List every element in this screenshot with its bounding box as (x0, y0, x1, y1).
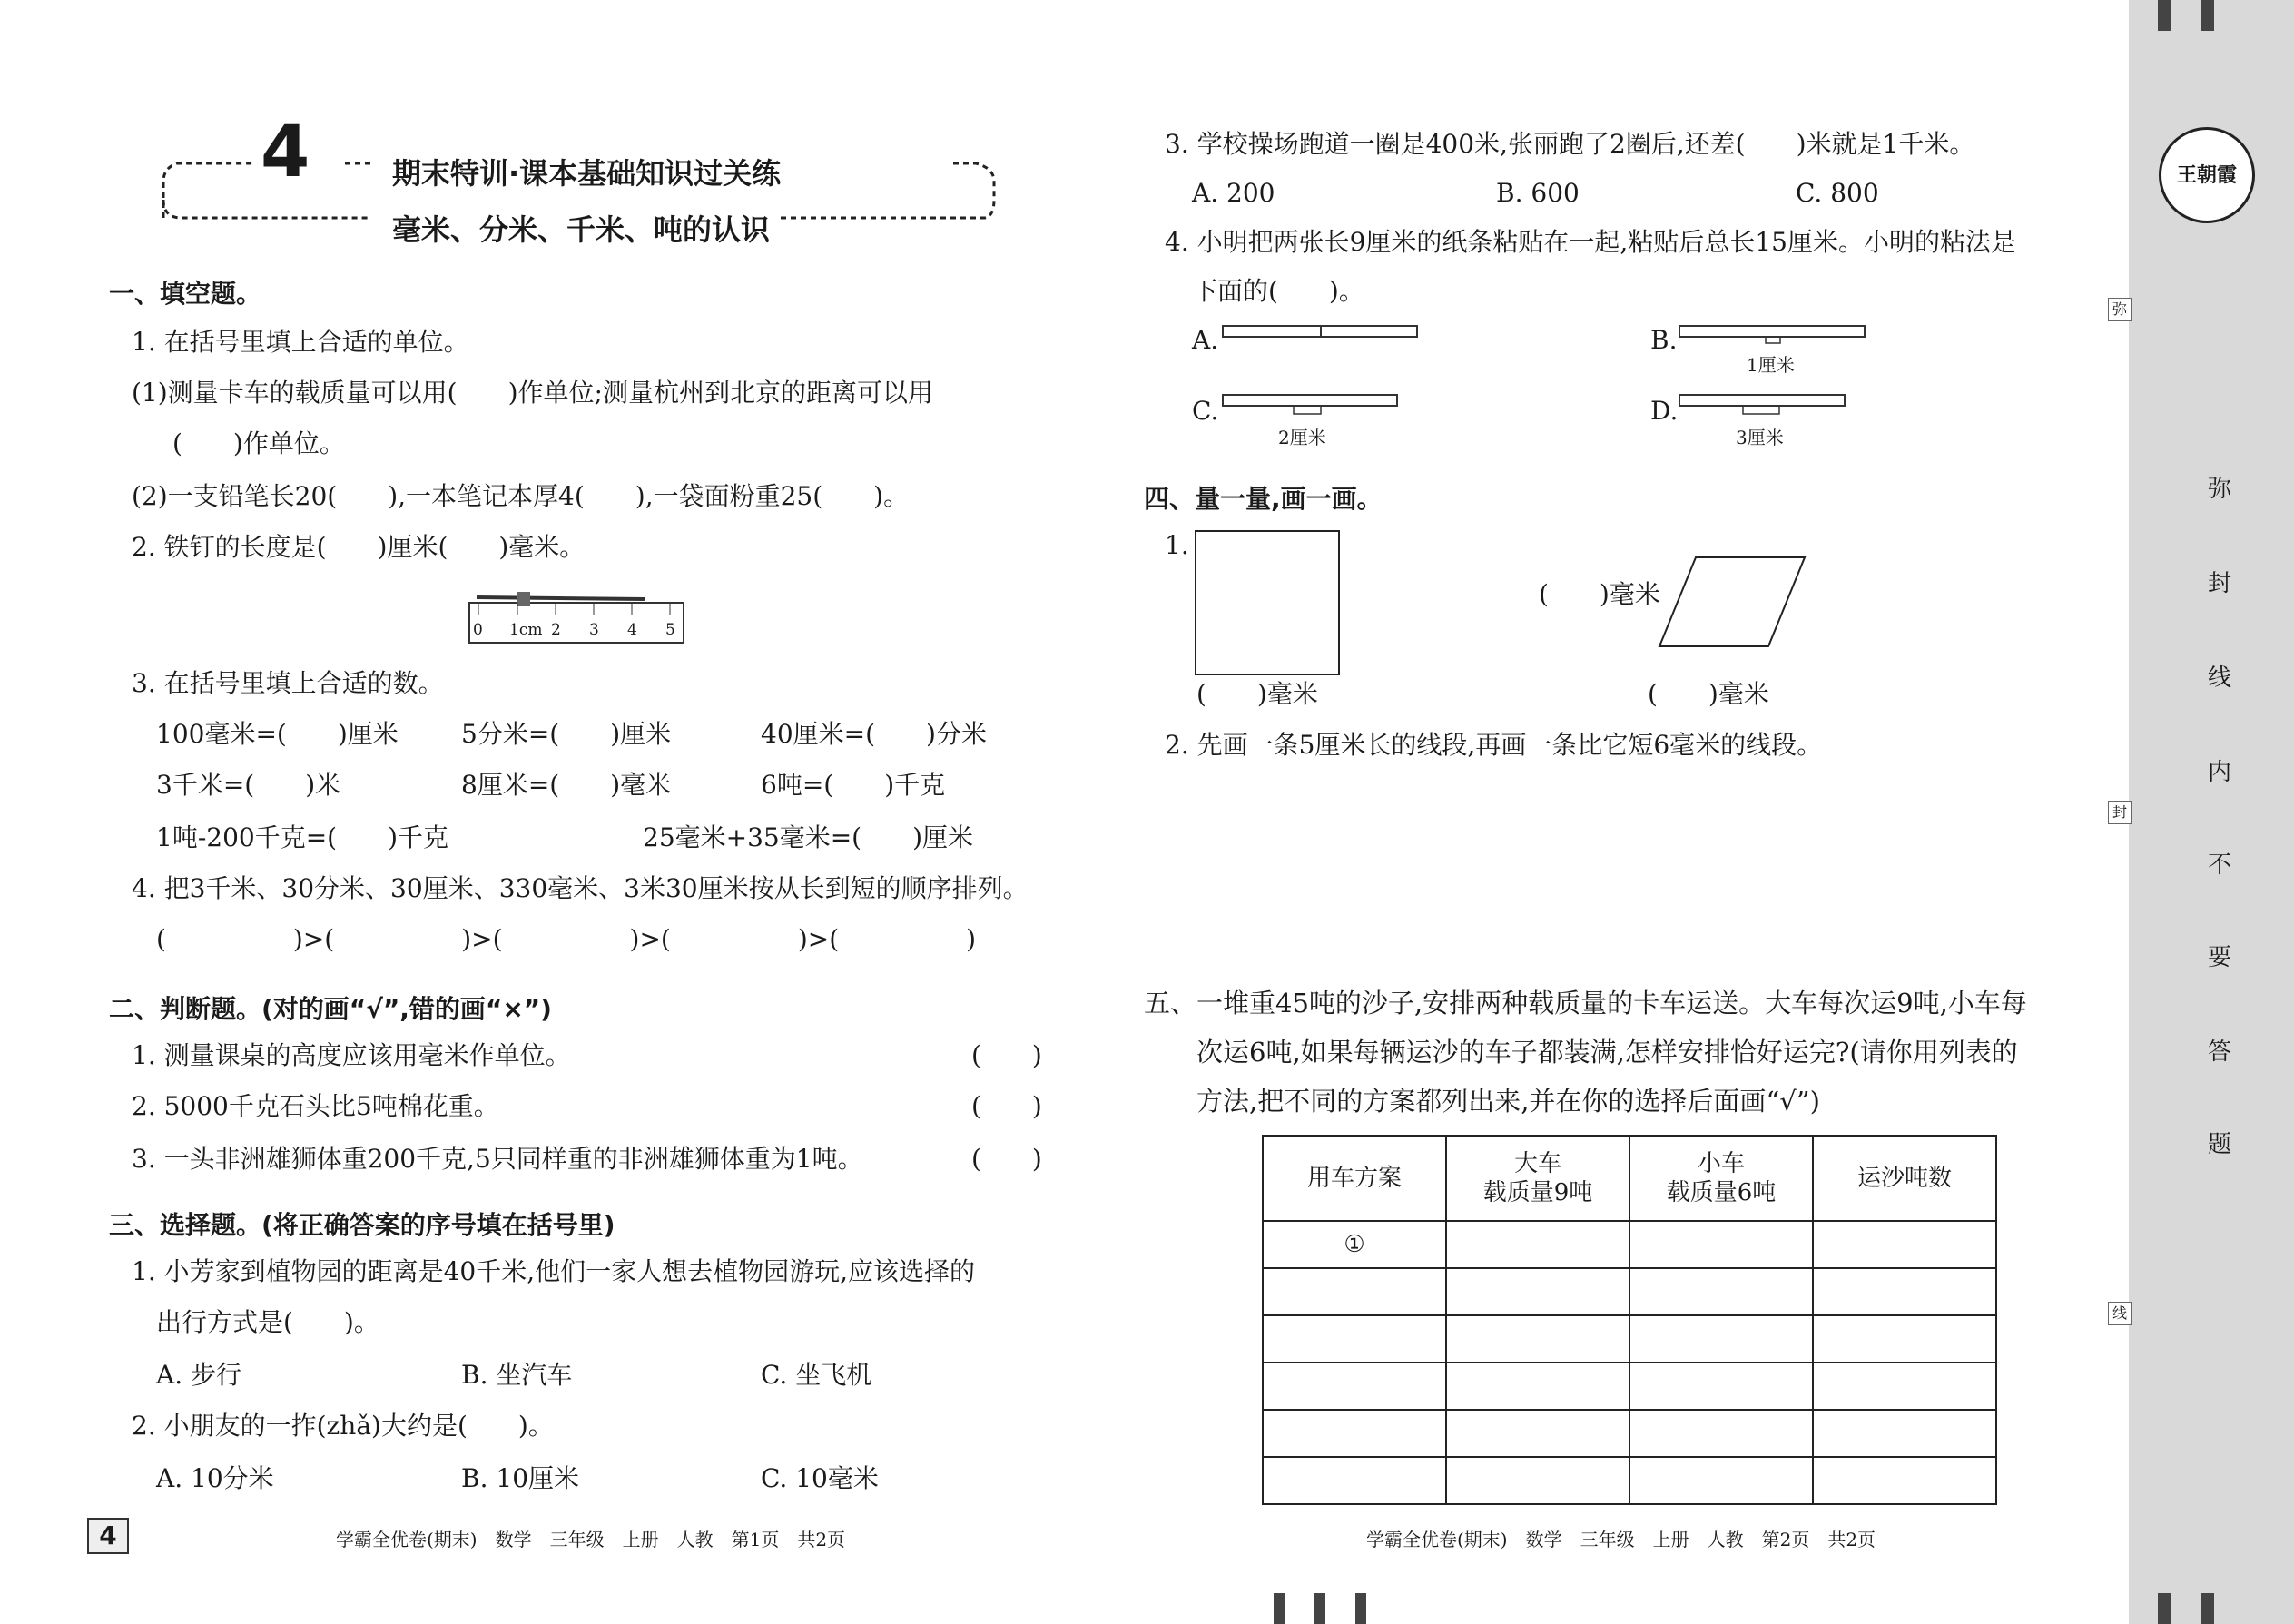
option: B. 600 (1496, 178, 1580, 208)
seal-char: 内 (2208, 759, 2232, 786)
table-cell[interactable] (1629, 1221, 1813, 1268)
judge-paren: ( ) (971, 1144, 1042, 1174)
choice-q4-line2: 下面的( )。 (1192, 276, 1364, 306)
table-cell[interactable] (1263, 1457, 1446, 1504)
draw-q2: 2. 先画一条5厘米长的线段,再画一条比它短6毫米的线段。 (1165, 730, 1823, 760)
section-1-title: 一、填空题。 (109, 279, 262, 309)
table-cell[interactable] (1813, 1315, 1996, 1363)
table-cell[interactable] (1629, 1315, 1813, 1363)
table-cell[interactable] (1446, 1457, 1629, 1504)
option: A. (1192, 325, 1219, 355)
table-cell: ① (1263, 1221, 1446, 1268)
option: D. (1650, 396, 1679, 426)
option: A. 步行 (156, 1360, 242, 1390)
conversion-item: 3千米=( )米 (156, 770, 341, 800)
ruler-label: 3 (589, 621, 599, 639)
table-cell[interactable] (1263, 1363, 1446, 1410)
footer-left: 学霸全优卷(期末) 数学 三年级 上册 人教 第1页 共2页 (336, 1529, 846, 1550)
table-row (1263, 1457, 1996, 1504)
binding-mark (2158, 0, 2171, 31)
table-cell[interactable] (1629, 1410, 1813, 1457)
table-header-row (1263, 1136, 1996, 1221)
parallelogram-mm-blank: ( )毫米 (1648, 679, 1769, 709)
brand-logo: 王朝霞 (2159, 127, 2255, 223)
strip-label: 1厘米 (1747, 354, 1795, 376)
judge-paren: ( ) (971, 1040, 1042, 1070)
binding-mark (2201, 0, 2214, 31)
strip-label: 2厘米 (1278, 427, 1326, 448)
binding-mark (2158, 1593, 2171, 1624)
ruler-figure (468, 588, 690, 645)
parallelogram-side-blank: ( )毫米 (1539, 579, 1660, 609)
table-header-cell: 小车 载质量6吨 (1629, 1136, 1813, 1221)
square-mm-blank: ( )毫米 (1196, 679, 1318, 709)
binding-mark (2201, 1593, 2214, 1624)
choice-q4-line1: 4. 小明把两张长9厘米的纸条粘贴在一起,粘贴后总长15厘米。小明的粘法是 (1165, 227, 2016, 257)
q1-text: 1. 在括号里填上合适的单位。 (132, 327, 469, 357)
seal-char: 封 (2208, 570, 2232, 597)
option: C. (1192, 396, 1219, 426)
strip-figure-d (1678, 392, 1850, 421)
table-cell[interactable] (1263, 1268, 1446, 1315)
table-cell[interactable] (1813, 1268, 1996, 1315)
table-header-cell: 大车 载质量9吨 (1446, 1136, 1629, 1221)
section-2-title: 二、判断题。(对的画“√”,错的画“×”) (109, 994, 552, 1024)
q1-1-line2: ( )作单位。 (172, 428, 345, 458)
choice-q3: 3. 学校操场跑道一圈是400米,张丽跑了2圈后,还差( )米就是1千米。 (1165, 129, 1975, 159)
option: B. (1650, 325, 1678, 355)
table-cell[interactable] (1446, 1410, 1629, 1457)
conversion-item: 6吨=( )千克 (761, 770, 946, 800)
strip-figure-c (1221, 392, 1403, 421)
judge-paren: ( ) (971, 1091, 1042, 1121)
seal-char: 线 (2208, 664, 2232, 692)
q2-text: 2. 铁钉的长度是( )厘米( )毫米。 (132, 532, 586, 562)
table-cell[interactable] (1629, 1268, 1813, 1315)
parallelogram-figure (1652, 556, 1816, 650)
conversion-item: 8厘米=( )毫米 (461, 770, 672, 800)
q4-order-blank: ( )>( )>( )>( )>( ) (156, 924, 977, 954)
square-figure (1195, 530, 1340, 675)
table-row (1263, 1410, 1996, 1457)
table-cell[interactable] (1446, 1221, 1629, 1268)
table-header-cell: 运沙吨数 (1813, 1136, 1996, 1221)
option: C. 800 (1796, 178, 1879, 208)
seal-char: 弥 (2208, 476, 2232, 503)
seal-box-char: 线 (2108, 1302, 2132, 1325)
conversion-item: 25毫米+35毫米=( )厘米 (643, 822, 974, 852)
footer-right: 学霸全优卷(期末) 数学 三年级 上册 人教 第2页 共2页 (1366, 1529, 1876, 1550)
measure-q1: 1. (1165, 530, 1189, 560)
table-cell[interactable] (1813, 1457, 1996, 1504)
seal-char: 题 (2208, 1131, 2232, 1158)
q4-text: 4. 把3千米、30分米、30厘米、330毫米、3米30厘米按从长到短的顺序排列。 (132, 873, 1029, 903)
table-cell[interactable] (1813, 1363, 1996, 1410)
q1-2: (2)一支铅笔长20( ),一本笔记本厚4( ),一袋面粉重25( )。 (132, 481, 910, 511)
choice-q1-line1: 1. 小芳家到植物园的距离是40千米,他们一家人想去植物园游玩,应该选择的 (132, 1256, 976, 1286)
table-cell[interactable] (1629, 1363, 1813, 1410)
ruler-label: 0 (473, 621, 483, 639)
section-5-line2: 次运6吨,如果每辆运沙的车子都装满,怎样安排恰好运完?(请你用列表的 (1196, 1037, 2018, 1068)
ruler-label: 1cm (509, 621, 543, 639)
table-row (1263, 1268, 1996, 1315)
judge-item: 1. 测量课桌的高度应该用毫米作单位。 (132, 1040, 571, 1070)
judge-item: 3. 一头非洲雄狮体重200千克,5只同样重的非洲雄狮体重为1吨。 (132, 1144, 863, 1174)
strip-label: 3厘米 (1736, 427, 1784, 448)
section-3-title: 三、选择题。(将正确答案的序号填在括号里) (109, 1210, 615, 1240)
table-row (1263, 1363, 1996, 1410)
seal-strip (2129, 0, 2294, 1624)
binding-mark (1314, 1593, 1325, 1624)
table-cell[interactable] (1446, 1363, 1629, 1410)
section-5-line1: 五、一堆重45吨的沙子,安排两种载质量的卡车运送。大车每次运9吨,小车每 (1144, 988, 2027, 1019)
seal-char: 要 (2208, 944, 2232, 971)
judge-item: 2. 5000千克石头比5吨棉花重。 (132, 1091, 499, 1121)
binding-mark (1355, 1593, 1366, 1624)
table-cell[interactable] (1813, 1221, 1996, 1268)
conversion-item: 1吨-200千克=( )千克 (156, 822, 449, 852)
binding-mark (1274, 1593, 1285, 1624)
table-cell[interactable] (1629, 1457, 1813, 1504)
plan-table (1262, 1135, 1997, 1505)
table-row (1263, 1221, 1996, 1268)
table-cell[interactable] (1263, 1315, 1446, 1363)
conversion-item: 40厘米=( )分米 (761, 719, 987, 749)
seal-char: 不 (2208, 851, 2232, 879)
strip-figure-a (1221, 323, 1421, 341)
seal-char: 答 (2208, 1038, 2232, 1066)
option: C. 坐飞机 (761, 1360, 872, 1390)
choice-q1-line2: 出行方式是( )。 (156, 1307, 379, 1337)
table-cell[interactable] (1813, 1410, 1996, 1457)
conversion-item: 100毫米=( )厘米 (156, 719, 399, 749)
page-number-badge: 4 (87, 1518, 129, 1554)
table-cell[interactable] (1446, 1268, 1629, 1315)
option: A. 10分米 (156, 1463, 274, 1493)
choice-q2: 2. 小朋友的一拃(zhǎ)大约是( )。 (132, 1411, 554, 1441)
ruler-label: 4 (627, 621, 637, 639)
option: C. 10毫米 (761, 1463, 879, 1493)
section-4-title: 四、量一量,画一画。 (1144, 484, 1383, 514)
page-subtitle: 毫米、分米、千米、吨的认识 (392, 212, 771, 247)
strip-figure-b (1678, 323, 1868, 350)
option: A. 200 (1192, 178, 1275, 208)
table-cell[interactable] (1446, 1315, 1629, 1363)
seal-box-char: 弥 (2108, 298, 2132, 321)
conversion-item: 5分米=( )厘米 (461, 719, 672, 749)
table-header-cell: 用车方案 (1263, 1136, 1446, 1221)
ruler-label: 2 (551, 621, 561, 639)
option: B. 10厘米 (461, 1463, 580, 1493)
q1-1-line1: (1)测量卡车的载质量可以用( )作单位;测量杭州到北京的距离可以用 (132, 378, 933, 408)
table-cell[interactable] (1263, 1410, 1446, 1457)
q3-text: 3. 在括号里填上合适的数。 (132, 668, 444, 698)
option: B. 坐汽车 (461, 1360, 573, 1390)
section-5-line3: 方法,把不同的方案都列出来,并在你的选择后面画“√”) (1196, 1086, 1820, 1117)
ruler-label: 5 (665, 621, 675, 639)
seal-box-char: 封 (2108, 801, 2132, 824)
table-row (1263, 1315, 1996, 1363)
page-title: 期末特训·课本基础知识过关练 (392, 156, 782, 191)
unit-number: 4 (261, 112, 310, 193)
